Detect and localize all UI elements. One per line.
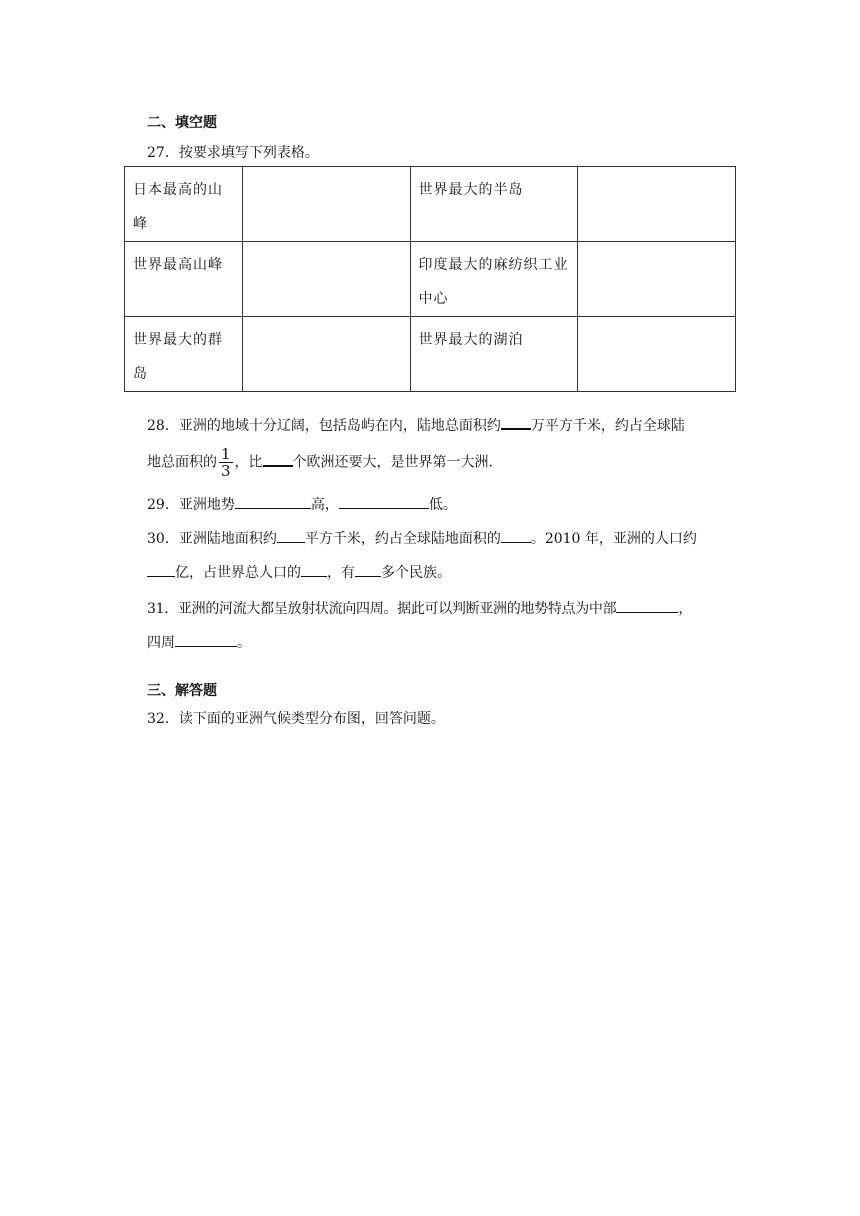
table-cell-label: 世界最大的半岛 <box>410 167 578 242</box>
section-heading-fill-in: 二、填空题 <box>147 115 217 131</box>
answer-blank[interactable] <box>147 562 175 577</box>
table-cell-answer[interactable] <box>578 317 736 392</box>
answer-blank[interactable] <box>301 562 327 577</box>
question-31-line-2: 四周 。 <box>147 632 251 652</box>
answer-blank[interactable] <box>339 494 429 509</box>
table-cell-label: 日本最高的山峰 <box>125 167 243 242</box>
question-28-line-2: 地总面积的 $\frac{1}{3}$ ，比 个欧洲还要大，是世界第一大洲. <box>147 445 493 480</box>
table-cell-answer[interactable] <box>578 167 736 242</box>
question-29: 29．亚洲地势 高， 低。 <box>147 494 457 514</box>
answer-blank[interactable] <box>175 632 237 647</box>
question-30-line-1: 30．亚洲陆地面积约 平方千米，约占全球陆地面积的 。2010 年，亚洲的人口约 <box>147 528 697 548</box>
answer-blank[interactable] <box>263 451 293 467</box>
table-cell-answer[interactable] <box>242 242 410 317</box>
section-heading-answer: 三、解答题 <box>147 683 217 699</box>
question-31-line-1: 31．亚洲的河流大都呈放射状流向四周。据此可以判断亚洲的地势特点为中部 ， <box>147 598 692 618</box>
fraction-one-third: $\frac{1}{3}$ <box>221 445 231 480</box>
table-row <box>125 167 736 242</box>
table-cell-label: 世界最高山峰 <box>125 242 243 317</box>
answer-blank[interactable] <box>235 494 311 509</box>
table-cell-label: 世界最大的群岛 <box>125 317 243 392</box>
answer-blank[interactable] <box>277 528 305 543</box>
answer-blank[interactable] <box>616 598 678 613</box>
question-28-line-1: 28．亚洲的地域十分辽阔，包括岛屿在内，陆地总面积约 万平方千米，约占全球陆 <box>147 414 685 435</box>
table-cell-answer[interactable] <box>242 167 410 242</box>
table-cell-label: 世界最大的湖泊 <box>410 317 578 392</box>
table-row <box>125 242 736 317</box>
question-27-prompt: 27．按要求填写下列表格。 <box>147 145 319 161</box>
answer-blank[interactable] <box>501 528 531 543</box>
table-cell-label: 印度最大的麻纺织工业中心 <box>410 242 578 317</box>
question-27-table <box>124 166 736 392</box>
question-30-line-2: 亿，占世界总人口的 ，有 多个民族。 <box>147 562 451 582</box>
table-cell-answer[interactable] <box>578 242 736 317</box>
question-32-prompt: 32．读下面的亚洲气候类型分布图，回答问题。 <box>147 711 445 727</box>
table-row <box>125 317 736 392</box>
table-cell-answer[interactable] <box>242 317 410 392</box>
answer-blank[interactable] <box>355 562 381 577</box>
answer-blank[interactable] <box>501 414 531 430</box>
